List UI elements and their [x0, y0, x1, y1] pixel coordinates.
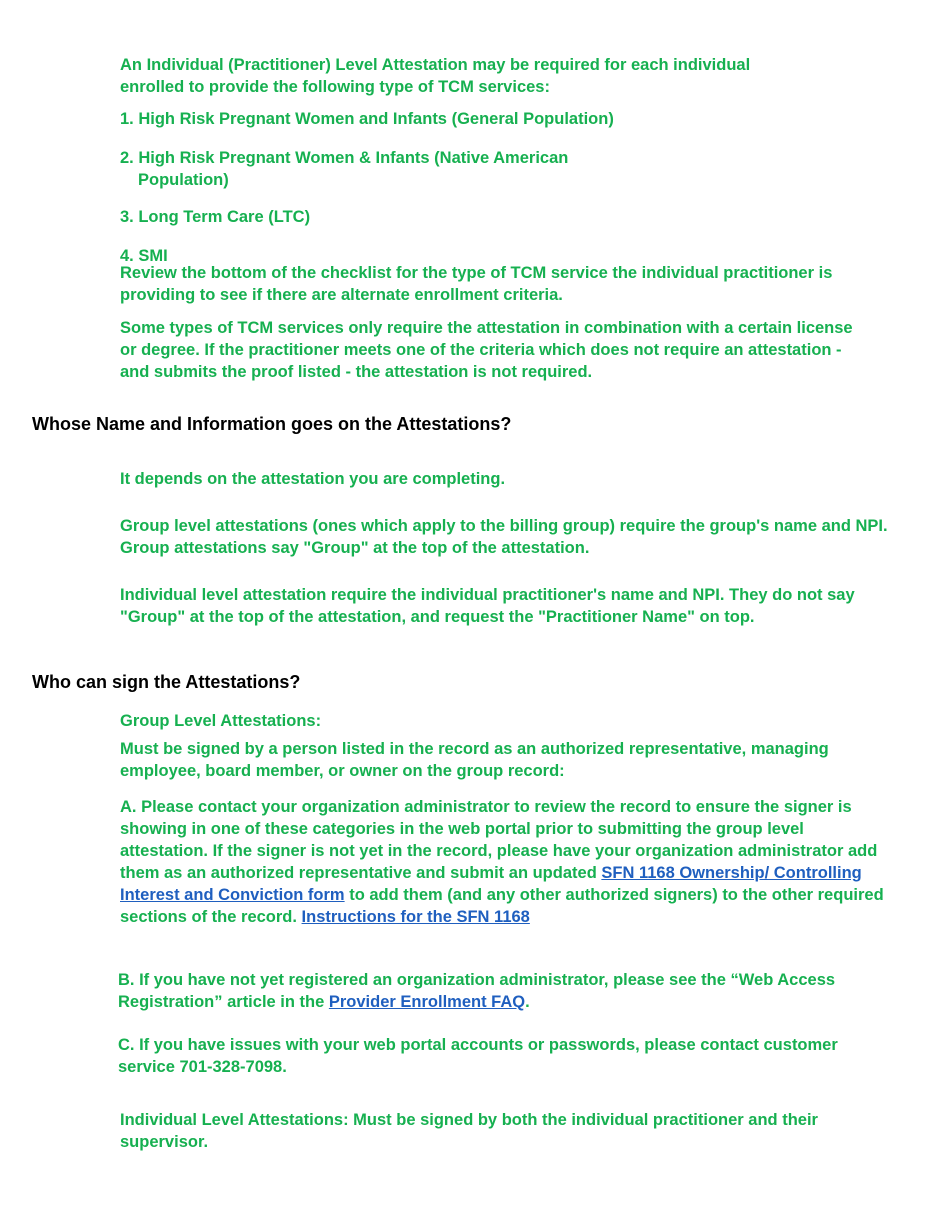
whose-p3: Individual level attestation require the individual practitioner's name and NPI. They do not say "Group" at the top of the attestation, and request the "Practitioner Name" on top. — [120, 586, 855, 626]
list-item-2-cont: Population) — [138, 171, 229, 189]
list-item-2: 2. High Risk Pregnant Women & Infants (Native American — [120, 149, 569, 167]
provider-enrollment-faq-link[interactable]: Provider Enrollment FAQ — [328, 993, 526, 1011]
group-label: Group Level Attestations: — [120, 712, 322, 730]
whose-heading: Whose Name and Information goes on the Attestations? — [32, 414, 512, 434]
list-item-1: 1. High Risk Pregnant Women and Infants (General Population) — [120, 110, 614, 128]
whose-p1: It depends on the attestation you are completing. — [120, 470, 506, 488]
list-item-3: 3. Long Term Care (LTC) — [120, 208, 311, 226]
who-heading: Who can sign the Attestations? — [32, 672, 301, 692]
item-a-text2: to add them (and any other authorized signers) to the other required sections of the record. — [120, 886, 884, 926]
conviction-form-link[interactable]: Interest and Conviction form — [120, 886, 345, 904]
intro-paragraph: An Individual (Practitioner) Level Attestation may be required for each individual enrolled to provide the following type of TCM services: — [120, 56, 751, 96]
item-a-text1: A. Please contact your organization administrator to review the record to ensure the signer is showing in one of these categories in the web portal prior to submitting the group level attestation. If the signer is not yet in the record, please have your organization administrator add them as an authorized representative and submit an updated — [120, 798, 878, 882]
group-desc: Must be signed by a person listed in the record as an authorized representative, managing employee, board member, or owner on the group record: — [120, 740, 829, 780]
sfn-1168-link[interactable]: SFN 1168 Ownership/ Controlling — [601, 864, 862, 882]
item-a — [120, 796, 895, 928]
item-c: C. If you have issues with your web portal accounts or passwords, please contact customer service 701-328-7098. — [118, 1036, 838, 1076]
list-item-4: 4. SMI — [120, 247, 168, 265]
item-b-text1: B. If you have not yet registered an organization administrator, please see the “Web Access Registration” article in the — [118, 971, 836, 1011]
sfn-1168-instructions-link[interactable]: Instructions for the SFN 1168 — [301, 908, 530, 926]
license-paragraph: Some types of TCM services only require the attestation in combination with a certain license or degree. If the practitioner meets one of the criteria which does not require an attestation - and submits the proof listed - the attestation is not required. — [120, 319, 853, 381]
whose-p2: Group level attestations (ones which apply to the billing group) require the group's name and NPI. Group attestations say "Group" at the top of the attestation. — [120, 517, 888, 557]
review-paragraph: Review the bottom of the checklist for the type of TCM service the individual practitioner is providing to see if there are alternate enrollment criteria. — [120, 264, 833, 304]
item-b — [118, 969, 878, 1013]
item-b-text2: . — [525, 993, 530, 1011]
individual-level: Individual Level Attestations: Must be signed by both the individual practitioner and their supervisor. — [120, 1111, 818, 1151]
